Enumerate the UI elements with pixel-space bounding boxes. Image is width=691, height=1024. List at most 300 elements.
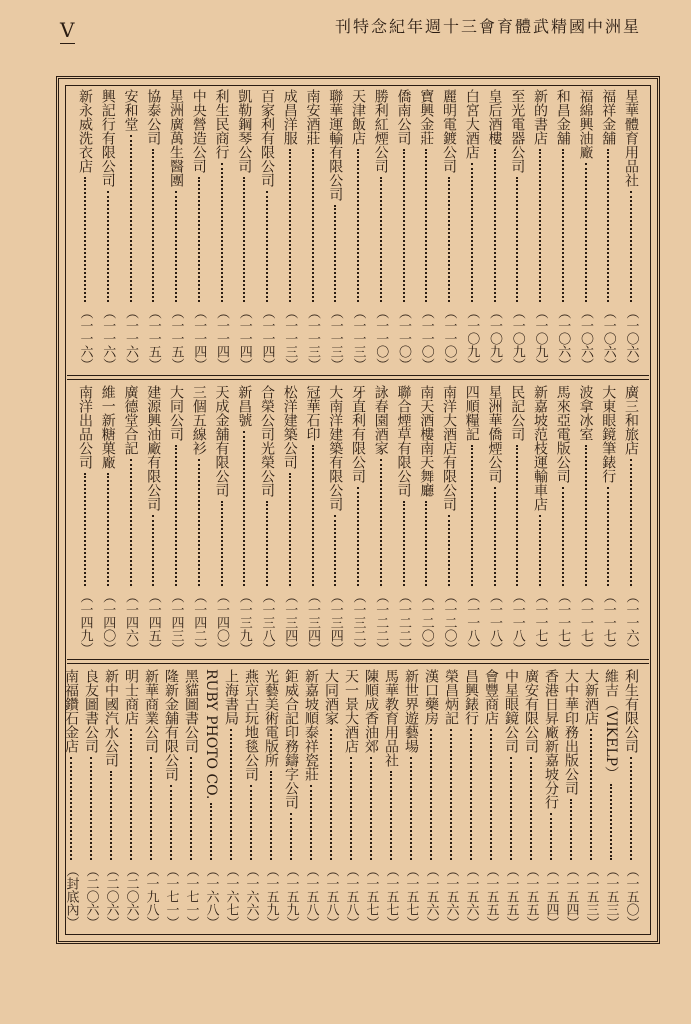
index-entry [257, 89, 277, 371]
entry-name: 大中華印務出版公司 [563, 669, 579, 795]
entry-name: 波拿冰室 [577, 385, 594, 441]
index-entry [321, 669, 341, 929]
leader-dots [562, 149, 564, 302]
index-entry [507, 89, 527, 371]
entry-page-number: （一五四） [563, 864, 579, 929]
entry-name: 大新酒店 [583, 669, 599, 725]
entry-page-number: （一一三） [350, 306, 366, 371]
entry-name: 新的書店 [532, 89, 548, 145]
leader-dots [289, 473, 291, 586]
entry-page-number: （一一三） [305, 306, 320, 371]
entry-page-number: （一四五） [145, 590, 161, 655]
entry-page-number: （二〇六） [83, 864, 99, 929]
index-entry [181, 669, 201, 929]
leader-dots [562, 487, 564, 586]
entry-page-number: （一四三） [168, 590, 184, 655]
entry-name: 民記公司 [509, 385, 526, 441]
entry-name: 香港日昇廠新嘉坡分行 [543, 669, 559, 809]
leader-dots [312, 445, 314, 586]
leader-dots [110, 771, 112, 860]
entry-name: 會豐商店 [483, 669, 499, 725]
entry-name: 南洋出品公司 [77, 385, 93, 469]
leader-dots [84, 177, 86, 302]
entry-name: 明士商店 [123, 669, 139, 725]
index-entry [381, 669, 401, 929]
entry-name: 聯華運輸有限公司 [327, 89, 344, 201]
entry-name: 皇后酒樓 [486, 89, 503, 145]
leader-dots [221, 501, 223, 586]
leader-dots [590, 729, 592, 860]
entry-page-number: （一一三） [282, 306, 298, 371]
entry-name: 隆新金舖有限公司 [163, 669, 179, 781]
entry-page-number: （一四二） [191, 590, 207, 655]
entry-page-number: （一一七） [532, 590, 548, 655]
entry-name: 麗明電鍍公司 [441, 89, 457, 173]
leader-dots [490, 729, 492, 860]
index-entry [121, 669, 141, 929]
leader-dots [630, 191, 632, 302]
leader-dots [330, 729, 332, 860]
entry-page-number: （一五三） [603, 864, 619, 929]
leader-dots [175, 191, 177, 302]
index-entry [461, 669, 481, 929]
entry-name: 四順糧記 [463, 385, 480, 441]
entry-page-number: （一三四） [305, 590, 320, 655]
entry-page-number: （一三四） [282, 590, 298, 655]
leader-dots [530, 757, 532, 860]
entry-name: 新世界遊藝場 [403, 669, 419, 753]
entry-name: 百家利有限公司 [259, 89, 275, 187]
entry-name: 中央營造公司 [190, 89, 207, 173]
leader-dots [150, 757, 152, 860]
entry-name: 鉅威合記印務鑄字公司 [283, 669, 299, 809]
entry-name: 廣三和旅店 [623, 385, 639, 455]
leader-dots [380, 459, 382, 586]
leader-dots [130, 459, 132, 586]
entry-name: 星洲華僑煙公司 [486, 385, 503, 483]
entry-page-number: （一一六） [623, 590, 639, 655]
leader-dots [289, 149, 291, 302]
leader-dots [448, 515, 450, 586]
index-entry [75, 89, 95, 371]
leader-dots [107, 191, 109, 302]
index-entry [121, 385, 141, 655]
entry-name: 白宮大酒店 [463, 89, 480, 159]
leader-dots [357, 149, 359, 302]
entry-page-number: （一四〇） [100, 590, 116, 655]
leader-dots [448, 177, 450, 302]
entry-page-number: （一一三） [327, 306, 343, 371]
entry-name: 安和堂 [122, 89, 139, 131]
index-entry [280, 89, 300, 371]
index-entry [212, 385, 232, 655]
index-entry [621, 385, 641, 655]
leader-dots [152, 149, 154, 302]
leader-dots [585, 163, 587, 302]
entry-page-number: （一五六） [463, 864, 479, 929]
entry-page-number: （一一五） [168, 306, 184, 371]
entry-name: 至光電器公司 [509, 89, 526, 173]
entry-page-number: （一五六） [423, 864, 439, 929]
index-entry [416, 385, 436, 655]
entry-page-number: （一〇九） [509, 306, 525, 371]
publication-title: 星洲中國精武體育會三十週年紀念特刊 [334, 17, 641, 36]
index-entry [462, 385, 482, 655]
section-divider [67, 659, 649, 664]
leader-dots [425, 149, 427, 302]
leader-dots [84, 473, 86, 586]
entry-name: 新中國汽水公司 [103, 669, 119, 767]
index-entry [143, 89, 163, 371]
index-entry [234, 385, 254, 655]
index-entry [348, 385, 368, 655]
leader-dots [510, 757, 512, 860]
index-entry [257, 385, 277, 655]
index-entry [166, 385, 186, 655]
entry-name: 僑南公司 [395, 89, 412, 145]
entry-name: 良友圖書公司 [83, 669, 99, 753]
leader-dots [516, 177, 518, 302]
entry-name: 利生有限公司 [623, 669, 639, 753]
index-entry [507, 385, 527, 655]
index-entry [141, 669, 161, 929]
entry-page-number: （一〇九） [532, 306, 548, 371]
entry-page-number: （一一八） [487, 590, 502, 655]
index-entry [462, 89, 482, 371]
entry-page-number: （一〇九） [464, 306, 480, 371]
entry-name: 維吉（VIKELP） [603, 669, 619, 781]
index-entry [325, 89, 345, 371]
index-entry [621, 669, 641, 929]
entry-page-number: （一三四） [327, 590, 343, 655]
entry-name: RUBY PHOTO CO. [203, 669, 219, 800]
entry-name: 新昌號 [236, 385, 253, 427]
leader-dots [357, 487, 359, 586]
leader-dots [494, 487, 496, 586]
leader-dots [70, 757, 72, 860]
section-divider [67, 375, 649, 380]
leader-dots [539, 149, 541, 302]
index-section-2 [69, 385, 647, 655]
entry-name: 寶興金莊 [418, 89, 435, 145]
entry-name: 成昌洋服 [281, 89, 298, 145]
index-entry [530, 385, 550, 655]
index-entry [576, 89, 596, 371]
entry-page-number: （一二二） [396, 590, 411, 655]
entry-page-number: （一一四） [214, 306, 229, 371]
entry-page-number: （一一〇） [373, 306, 389, 371]
leader-dots [607, 149, 609, 302]
entry-name: 大南洋建築有限公司 [327, 385, 344, 511]
entry-page-number: （一〇六） [600, 306, 616, 371]
index-entry [421, 669, 441, 929]
entry-page-number: （一四〇） [214, 590, 229, 655]
entry-name: 勝利紅煙公司 [372, 89, 389, 173]
entry-page-number: （一五五） [503, 864, 519, 929]
index-entry [81, 669, 101, 929]
entry-page-number: （一一六） [100, 306, 116, 371]
index-entry [101, 669, 121, 929]
leader-dots [243, 177, 245, 302]
leader-dots [380, 177, 382, 302]
entry-name: 合榮公司光榮公司 [259, 385, 275, 497]
index-entry [166, 89, 186, 371]
leader-dots [494, 149, 496, 302]
entry-name: 中星眼鏡公司 [503, 669, 519, 753]
index-entry [441, 669, 461, 929]
entry-page-number: （一五七） [383, 864, 399, 929]
leader-dots [310, 785, 312, 860]
index-entry [521, 669, 541, 929]
index-entry [485, 385, 505, 655]
entry-page-number: （一九八） [143, 864, 159, 929]
entry-page-number: （一五〇） [623, 864, 639, 929]
leader-dots [570, 799, 572, 860]
entry-page-number: （一一六） [123, 306, 138, 371]
leader-dots [471, 163, 473, 302]
entry-name: 黑貓圖書公司 [183, 669, 199, 753]
entry-name: 南安酒莊 [304, 89, 321, 145]
entry-page-number: （一一七） [555, 590, 571, 655]
entry-page-number: （一五九） [283, 864, 299, 929]
entry-page-number: （一一〇） [396, 306, 411, 371]
index-entry [212, 89, 232, 371]
entry-name: 新嘉坡順泰祥瓷莊 [303, 669, 319, 781]
leader-dots [470, 729, 472, 860]
leader-dots [230, 729, 232, 860]
entry-page-number: （一二〇） [441, 590, 457, 655]
entry-page-number: （二〇六） [103, 864, 119, 929]
entry-name: 大同公司 [168, 385, 184, 441]
entry-name: 燕京古玩地毯公司 [243, 669, 259, 781]
index-entry [416, 89, 436, 371]
entry-page-number: （一四九） [77, 590, 93, 655]
index-entry [61, 669, 81, 929]
entry-name: 大同酒家 [323, 669, 339, 725]
index-entry [325, 385, 345, 655]
leader-dots [152, 515, 154, 586]
leader-dots [90, 757, 92, 860]
entry-name: 牙直利有限公司 [350, 385, 366, 483]
running-head [60, 14, 655, 48]
leader-dots [198, 459, 200, 586]
entry-name: 上海書局 [223, 669, 239, 725]
entry-page-number: （一五八） [323, 864, 339, 929]
index-entry [261, 669, 281, 929]
leader-dots [630, 757, 632, 860]
index-entry [371, 385, 391, 655]
entry-name: 和昌金舖 [554, 89, 571, 145]
index-entry [121, 89, 141, 371]
entry-page-number: （一六七） [223, 864, 239, 929]
entry-page-number: （一五八） [343, 864, 359, 929]
index-entry [348, 89, 368, 371]
entry-name: 建源興油廠有限公司 [145, 385, 162, 511]
leader-dots [190, 757, 192, 860]
entry-page-number: （一一〇） [441, 306, 457, 371]
entry-name: 馬來亞電版公司 [554, 385, 571, 483]
index-entry [201, 669, 221, 929]
entry-name: 馬華教育用品社 [383, 669, 399, 767]
entry-name: 協泰公司 [145, 89, 162, 145]
entry-page-number: （一二二） [373, 590, 389, 655]
entry-name: 南福鑽石金店 [63, 669, 79, 753]
entry-page-number: （一〇九） [487, 306, 502, 371]
index-entry [361, 669, 381, 929]
leader-dots [390, 771, 392, 860]
entry-page-number: （一五六） [443, 864, 459, 929]
leader-dots [334, 205, 336, 302]
index-entry [553, 385, 573, 655]
entry-name: 南洋大酒店有限公司 [441, 385, 457, 511]
entry-page-number: （一五九） [263, 864, 279, 929]
leader-dots [312, 149, 314, 302]
index-entry [189, 385, 209, 655]
index-entry [221, 669, 241, 929]
entry-page-number: （一六八） [203, 864, 219, 929]
entry-page-number: （一三八） [259, 590, 275, 655]
entry-page-number: （一五七） [363, 864, 379, 929]
entry-name: 利生民商行 [213, 89, 230, 159]
index-entry [439, 89, 459, 371]
index-entry [394, 385, 414, 655]
leader-dots [585, 445, 587, 586]
entry-page-number: （一五三） [583, 864, 599, 929]
leader-dots [410, 757, 412, 860]
leader-dots [130, 135, 132, 302]
entry-page-number: （一一六） [77, 306, 93, 371]
leader-dots [243, 431, 245, 586]
leader-dots [370, 757, 372, 860]
leader-dots [430, 729, 432, 860]
entry-page-number: （封底內） [63, 864, 79, 929]
entry-page-number: （一七一） [163, 864, 179, 929]
index-entry [75, 385, 95, 655]
index-entry [301, 669, 321, 929]
index-entry [439, 385, 459, 655]
entry-name: 南天酒樓南天舞廳 [418, 385, 435, 497]
index-entry [371, 89, 391, 371]
entry-name: 松洋建築公司 [281, 385, 298, 469]
entry-page-number: （一五五） [483, 864, 499, 929]
index-entry [481, 669, 501, 929]
index-entry [143, 385, 163, 655]
leader-dots [425, 501, 427, 586]
entry-name: 廣安有限公司 [523, 669, 539, 753]
leader-dots [334, 515, 336, 586]
entry-name: 新嘉坡范枝運輸車店 [532, 385, 548, 511]
entry-name: 天成金舖有限公司 [213, 385, 230, 497]
entry-name: 新永威洗衣店 [77, 89, 93, 173]
entry-name: 昌興錶行 [463, 669, 479, 725]
entry-page-number: （一一七） [578, 590, 593, 655]
entry-page-number: （一六六） [243, 864, 259, 929]
index-entry [189, 89, 209, 371]
leader-dots [130, 729, 132, 860]
index-entry [530, 89, 550, 371]
entry-name: 天津飯店 [350, 89, 366, 145]
leader-dots [630, 459, 632, 586]
entry-name: 榮昌炳記 [443, 669, 459, 725]
entry-page-number: （一〇六） [555, 306, 571, 371]
entry-name: 星華體育用品社 [623, 89, 639, 187]
index-entry [281, 669, 301, 929]
index-entry [303, 385, 323, 655]
leader-dots [607, 487, 609, 586]
entry-page-number: （二〇六） [123, 864, 139, 929]
entry-page-number: （一三九） [236, 590, 252, 655]
entry-name: 福祥金舖 [600, 89, 617, 145]
entry-page-number: （一一七） [600, 590, 616, 655]
entry-name: 詠春園酒家 [372, 385, 389, 455]
index-entry [161, 669, 181, 929]
entry-name: 光藝美術電版所 [263, 669, 279, 767]
index-entry [581, 669, 601, 929]
entry-page-number: （一五四） [543, 864, 559, 929]
entry-page-number: （一一八） [509, 590, 525, 655]
leader-dots [107, 473, 109, 586]
leader-dots [170, 785, 172, 860]
entry-name: 維一新糖菓廠 [99, 385, 116, 469]
entry-name: 陳順成香油郊 [363, 669, 379, 753]
entry-name: 新華商業公司 [143, 669, 159, 753]
leader-dots [270, 771, 272, 860]
leader-dots [210, 803, 212, 860]
entry-name: 凱勒鋼琴公司 [236, 89, 253, 173]
entry-page-number: （一一〇） [418, 306, 434, 371]
index-entry [553, 89, 573, 371]
entry-columns [63, 669, 647, 929]
entry-name: 天一景大酒店 [343, 669, 359, 753]
index-entry [98, 89, 118, 371]
leader-dots [539, 515, 541, 586]
leader-dots [175, 445, 177, 586]
entry-page-number: （一一八） [464, 590, 480, 655]
leader-dots [550, 813, 552, 860]
entry-name: 三個五線衫 [190, 385, 207, 455]
index-entry [394, 89, 414, 371]
entry-page-number: （一五七） [403, 864, 419, 929]
entry-page-number: （一一四） [259, 306, 275, 371]
leader-dots [403, 501, 405, 586]
index-entry [501, 669, 521, 929]
leader-dots [516, 445, 518, 586]
entry-page-number: （一三二） [350, 590, 366, 655]
index-entry [601, 669, 621, 929]
index-entry [576, 385, 596, 655]
entry-name: 聯合煙草有限公司 [395, 385, 412, 497]
entry-name: 廣德堂合記 [122, 385, 139, 455]
index-entry [234, 89, 254, 371]
entry-page-number: （一七一） [183, 864, 199, 929]
index-entry [303, 89, 323, 371]
leader-dots [471, 445, 473, 586]
entry-page-number: （一五五） [523, 864, 539, 929]
entry-columns [69, 89, 647, 371]
index-entry [401, 669, 421, 929]
index-entry [598, 385, 618, 655]
entry-columns [69, 385, 647, 655]
entry-name: 興記行有限公司 [99, 89, 116, 187]
leader-dots [610, 784, 612, 860]
index-entry [485, 89, 505, 371]
index-frame [56, 76, 660, 944]
entry-name: 漢口藥房 [423, 669, 439, 725]
entry-name: 福綿興油廠 [577, 89, 594, 159]
leader-dots [266, 501, 268, 586]
entry-page-number: （一四六） [123, 590, 138, 655]
entry-page-number: （一〇六） [578, 306, 593, 371]
